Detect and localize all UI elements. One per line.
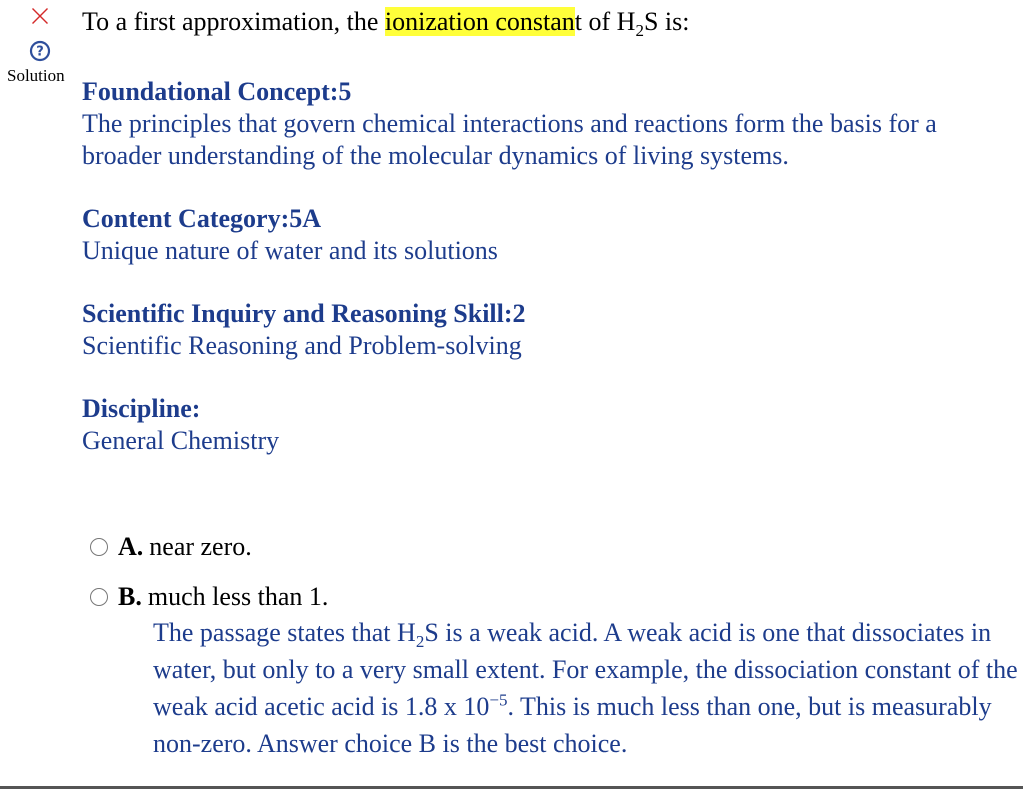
- foundational-concept-heading: Foundational Concept:5: [82, 77, 352, 106]
- explanation-part-2: S is a weak acid. A weak acid is one that dissociates in water, but only to a very small extent. For example, the dissociation constant of the weak acid acetic acid is 1.8 x 10: [153, 618, 1018, 721]
- discipline-heading: Discipline:: [82, 394, 201, 423]
- subscript-2: 2: [635, 21, 644, 41]
- question-suffix: S is:: [643, 7, 690, 36]
- x-mark-icon: [29, 5, 51, 27]
- radio-button-a[interactable]: [90, 538, 108, 556]
- choice-b-explanation: [153, 614, 1023, 762]
- question-metadata: [82, 76, 1017, 488]
- subscript-2: 2: [415, 632, 425, 652]
- svg-text:?: ?: [36, 44, 44, 60]
- choice-a[interactable]: [88, 530, 1018, 564]
- foundational-concept: [82, 76, 1017, 172]
- choice-text: much less than 1.: [147, 582, 329, 611]
- discipline-text: General Chemistry: [82, 426, 280, 455]
- content-category-heading: Content Category:5A: [82, 204, 322, 233]
- discipline: [82, 393, 1017, 457]
- explanation-part-1: The passage states that H: [153, 618, 416, 647]
- content-category: [82, 203, 1017, 267]
- solution-label[interactable]: Solution: [7, 66, 65, 85]
- answer-choices: [88, 530, 1018, 762]
- foundational-concept-text: The principles that govern chemical interactions and reactions form the basis for a broader understanding of the molecular dynamics of living systems.: [82, 109, 937, 170]
- choice-letter: A.: [118, 532, 144, 561]
- choice-b[interactable]: [88, 580, 1018, 614]
- radio-button-b[interactable]: [90, 588, 108, 606]
- reasoning-skill: [82, 298, 1017, 362]
- question-circle-icon[interactable]: [29, 40, 51, 62]
- content-category-text: Unique nature of water and its solutions: [82, 236, 498, 265]
- choice-text: near zero.: [149, 532, 252, 561]
- choice-letter: B.: [118, 582, 142, 611]
- reasoning-skill-heading: Scientific Inquiry and Reasoning Skill:2: [82, 299, 526, 328]
- highlighted-term: ionization constan: [384, 7, 575, 36]
- question-text: [82, 5, 690, 39]
- explanation-part-3: . This is much less than one, but is measurably non-zero. Answer choice B is the best choice.: [153, 692, 992, 758]
- reasoning-skill-text: Scientific Reasoning and Problem-solving: [82, 331, 522, 360]
- superscript-exponent: −5: [489, 690, 508, 710]
- bottom-divider: [0, 786, 1023, 789]
- question-prefix: To a first approximation, the: [82, 7, 385, 36]
- question-after-highlight: t of H: [574, 7, 636, 36]
